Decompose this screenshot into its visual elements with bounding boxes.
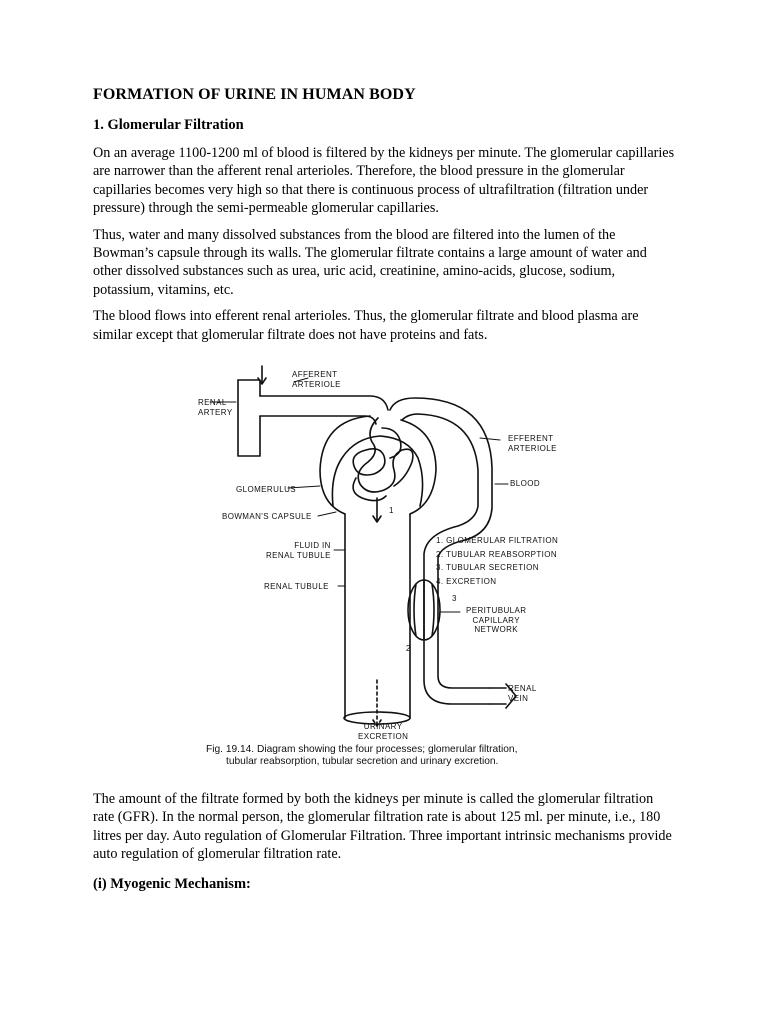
process-3: 3. TUBULAR SECRETION <box>436 563 539 572</box>
label-afferent-line2: ARTERIOLE <box>292 379 341 389</box>
paragraph-4: The amount of the filtrate formed by both the kidneys per minute is called the glomerular filtration rate (GFR). In the normal person, the glomerular filtration rate is about 125 ml. per minute, i.e., 180 litres per day. Auto regulation of Glomerular Filtration. Three important intrinsic mechanisms provide auto regulation of glomerular filtration rate. <box>93 791 672 863</box>
caption-line2: tubular reabsorption, tubular secretion and urinary excretion. <box>226 756 499 767</box>
label-peri-line1: PERITUBULAR <box>466 606 527 615</box>
label-efferent-line1: EFFERENT <box>508 434 554 443</box>
label-urinary-excretion <box>358 722 408 741</box>
label-renal-artery-line1: RENAL <box>198 398 227 407</box>
marker-1: 1 <box>389 506 394 515</box>
label-fluid-in-renal-tubule <box>266 541 331 560</box>
section-heading-glomerular-filtration: 1. Glomerular Filtration <box>93 117 244 133</box>
paragraph-1: On an average 1100-1200 ml of blood is filtered by the kidneys per minute. The glomerular capillaries are narrower than the afferent renal arterioles. Therefore, the blood pressure in the glomerular capillaries becomes very high so that there is continuous process of ultrafiltration (filtration under pressure) through the semi-permeable glomerular capillaries. <box>93 145 675 217</box>
figure-caption <box>206 744 576 768</box>
label-efferent-line2: ARTERIOLE <box>508 443 557 453</box>
label-renal-artery <box>198 398 233 417</box>
paragraph-3: The blood flows into efferent renal arterioles. Thus, the glomerular filtrate and blood plasma are similar except that glomerular filtrate does not have proteins and fats. <box>93 308 639 343</box>
label-renal-vein <box>508 684 537 703</box>
label-afferent-arteriole <box>292 370 341 389</box>
document-body-continued <box>93 790 678 903</box>
label-peri-line2: CAPILLARY <box>472 615 520 625</box>
label-fluid-line1: FLUID IN <box>294 541 331 550</box>
label-peri-line3: NETWORK <box>474 625 519 634</box>
paragraph-2: Thus, water and many dissolved substances from the blood are filtered into the lumen of the Bowman’s capsule through its walls. The glomerular filtrate contains a large amount of water and other dissolved substances such as urea, uric acid, creatinine, amino-acids, glucose, sodium, potassium, vitamins, etc. <box>93 226 647 298</box>
label-afferent-line1: AFFERENT <box>292 370 338 379</box>
nephron-diagram <box>190 358 582 778</box>
label-renal-artery-line2: ARTERY <box>198 407 233 417</box>
label-efferent-arteriole <box>508 434 557 453</box>
process-4: 4. EXCRETION <box>436 576 497 586</box>
marker-3: 3 <box>452 594 457 603</box>
section-heading-myogenic: (i) Myogenic Mechanism: <box>93 875 251 892</box>
process-1: 1. GLOMERULAR FILTRATION <box>436 536 559 545</box>
label-urinary-line2: EXCRETION <box>358 731 409 741</box>
caption-line1: Fig. 19.14. Diagram showing the four processes; glomerular filtration, <box>206 744 518 755</box>
label-fluid-line2: RENAL TUBULE <box>266 550 331 560</box>
marker-2: 2 <box>406 644 411 653</box>
label-vein-line2: VEIN <box>508 693 529 703</box>
document-body <box>93 86 678 352</box>
label-peritubular-network <box>466 606 526 635</box>
label-bowmans-capsule: BOWMAN'S CAPSULE <box>222 512 312 521</box>
label-glomerulus: GLOMERULUS <box>236 485 297 494</box>
process-2: 2. TUBULAR REABSORPTION <box>436 549 558 559</box>
label-blood: BLOOD <box>510 479 541 488</box>
label-renal-tubule: RENAL TUBULE <box>264 582 329 591</box>
label-vein-line1: RENAL <box>508 684 537 693</box>
process-list <box>436 534 558 588</box>
label-urinary-line1: URINARY <box>363 722 403 731</box>
page-title: FORMATION OF URINE IN HUMAN BODY <box>93 86 416 103</box>
